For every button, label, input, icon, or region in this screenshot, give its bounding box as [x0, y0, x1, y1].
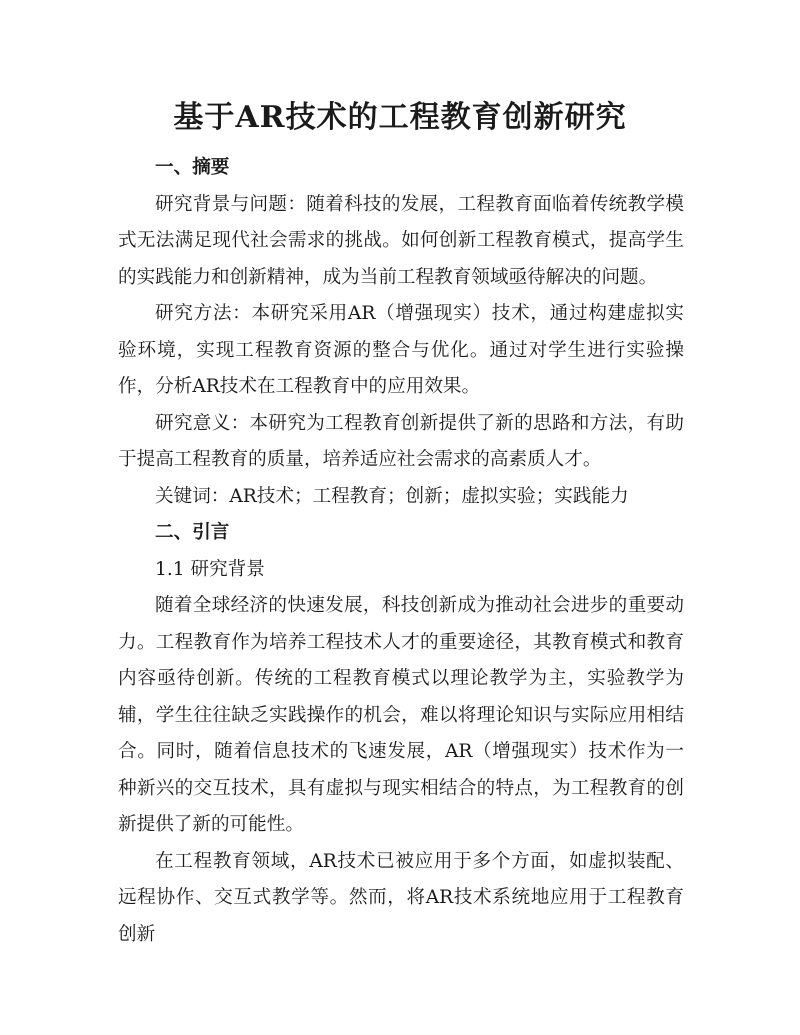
document-title: 基于AR技术的工程教育创新研究 — [173, 100, 627, 135]
section-heading-introduction: 二、引言 — [155, 522, 230, 543]
document-body — [118, 150, 684, 953]
abstract-paragraph-method: 研究方法：本研究采用AR（增强现实）技术，通过构建虚拟实验环境，实现工程教育资源的整合与优化。通过对学生进行实验操作，分析AR技术在工程教育中的应用效果。 — [118, 303, 684, 397]
abstract-paragraph-significance: 研究意义：本研究为工程教育创新提供了新的思路和方法，有助于提高工程教育的质量，培养适应社会需求的高素质人才。 — [118, 412, 684, 470]
section-heading-abstract: 一、摘要 — [155, 157, 230, 178]
intro-paragraph-1: 随着全球经济的快速发展，科技创新成为推动社会进步的重要动力。工程教育作为培养工程技术人才的重要途径，其教育模式和教育内容亟待创新。传统的工程教育模式以理论教学为主，实验教学为辅，学生往往缺乏实践操作的机会，难以将理论知识与实际应用相结合。同时，随着信息技术的飞速发展，AR（增强现实）技术作为一种新兴的交互技术，具有虚拟与现实相结合的特点，为工程教育的创新提供了新的可能性。 — [118, 595, 684, 835]
keywords-line: 关键词：AR技术；工程教育；创新；虚拟实验；实践能力 — [155, 485, 629, 507]
subsection-heading-background: 1.1 研究背景 — [155, 558, 265, 580]
intro-paragraph-2: 在工程教育领域，AR技术已被应用于多个方面，如虚拟装配、远程协作、交互式教学等。然而，将AR技术系统地应用于工程教育创新 — [118, 850, 684, 945]
abstract-paragraph-background: 研究背景与问题：随着科技的发展，工程教育面临着传统教学模式无法满足现代社会需求的挑战。如何创新工程教育模式，提高学生的实践能力和创新精神，成为当前工程教育领域亟待解决的问题。 — [118, 193, 684, 288]
